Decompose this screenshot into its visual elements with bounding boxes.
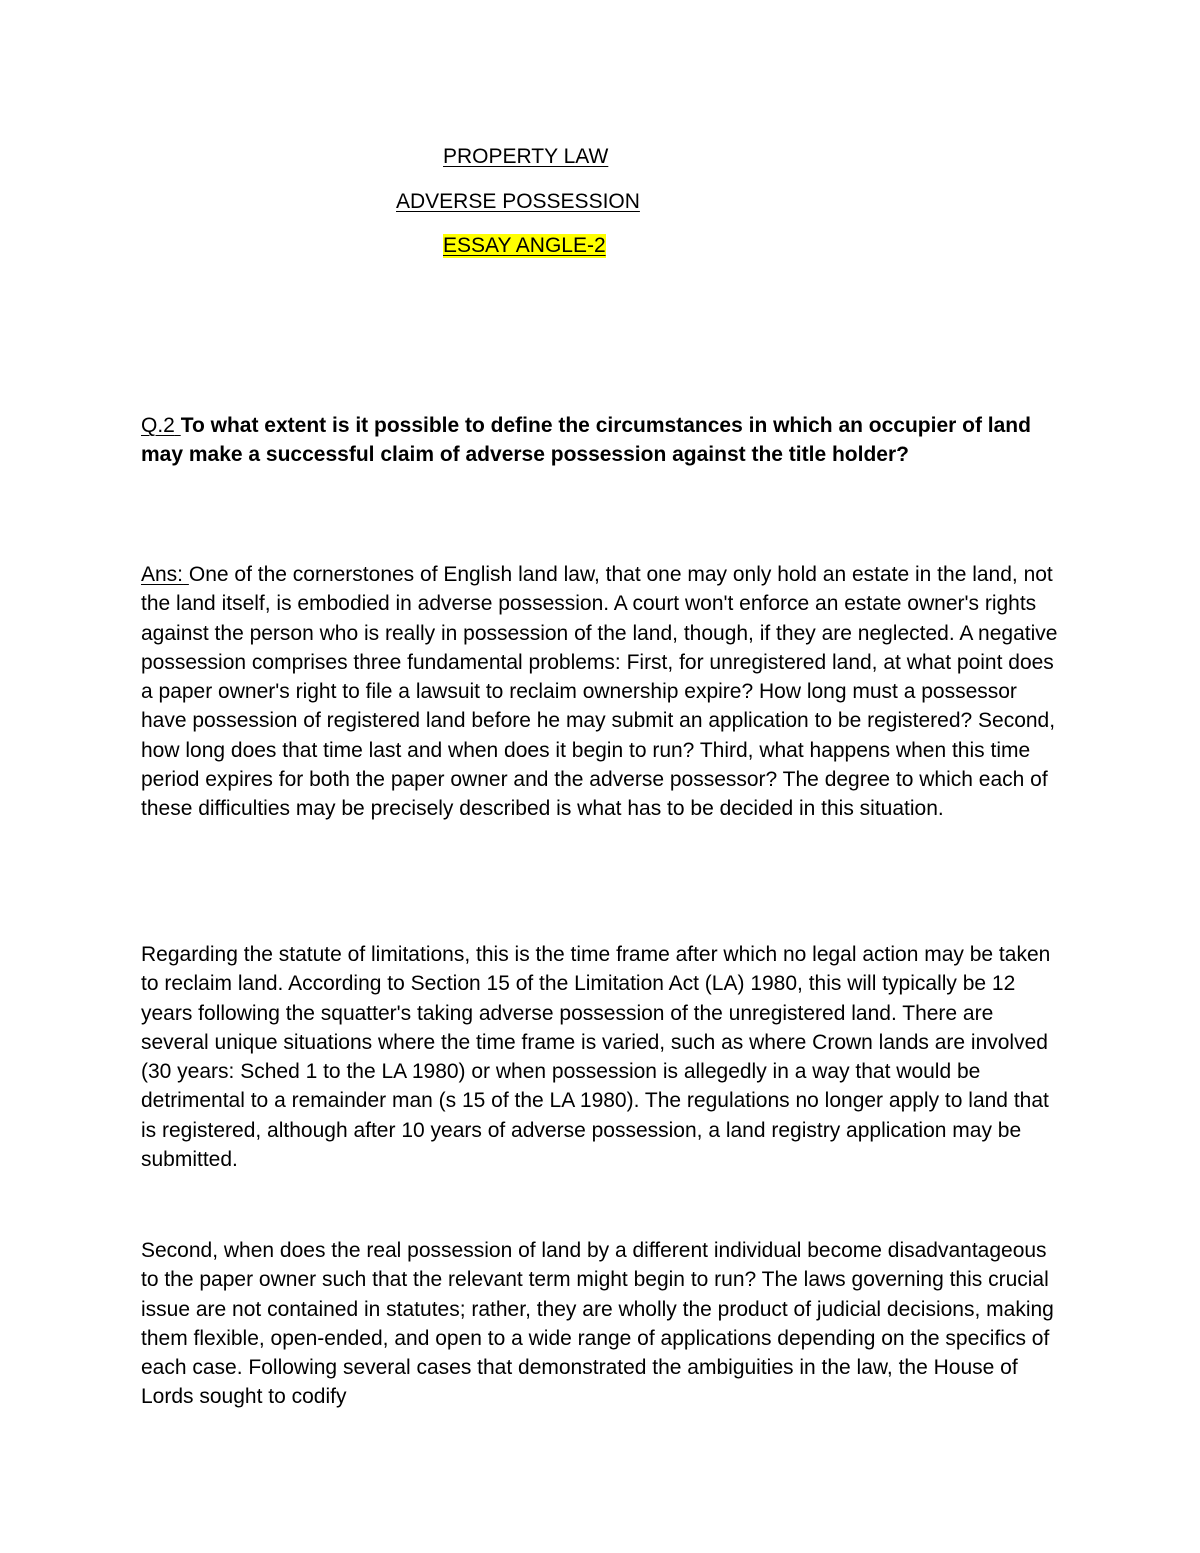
answer-paragraph-1-text: One of the cornerstones of English land law, that one may only hold an estate in the land, not the land itself, is embodied in adverse possession. A court won't enforce an estate owner's rights against the person who is really in possession of the land, though, if they are neglected. A negative possession comprises three fundamental problems: First, for unregistered land, at what point does a paper owner's right to file a lawsuit to reclaim ownership expire? How long must a possessor have possession of registered land before he may submit an application to be registered? Second, how long does that time last and when does it begin to run? Third, what happens when this time period expires for both the paper owner and the adverse possessor? The degree to which each of these difficulties may be precisely described is what has to be decided in this situation. <box>141 563 1058 821</box>
answer-paragraph-1 <box>141 560 1066 824</box>
document-title: PROPERTY LAW <box>443 145 609 168</box>
answer-label: Ans: <box>141 563 184 586</box>
question-label: Q.2 <box>141 414 175 437</box>
essay-label: ESSAY ANGLE-2 <box>443 234 606 257</box>
answer-paragraph-2: Regarding the statute of limitations, this is the time frame after which no legal action may be taken to reclaim land. According to Section 15 of the Limitation Act (LA) 1980, this will typically be 12 years following the squatter's taking adverse possession of the unregistered land. There are several unique situations where the time frame is varied, such as where Crown lands are involved (30 years: Sched 1 to the LA 1980) or when possession is allegedly in a way that would be detrimental to a remainder man (s 15 of the LA 1980). The regulations no longer apply to land that is registered, although after 10 years of adverse possession, a land registry application may be submitted. <box>141 943 1051 1172</box>
question-text: To what extent is it possible to define the circumstances in which an occupier of land may make a successful claim of adverse possession against the title holder? <box>141 414 1031 466</box>
document-subtitle: ADVERSE POSSESSION <box>396 190 640 213</box>
question-block <box>141 412 1066 469</box>
answer-paragraph-3: Second, when does the real possession of land by a different individual become disadvantageous to the paper owner such that the relevant term might begin to run? The laws governing this crucial issue are not contained in statutes; rather, they are wholly the product of judicial decisions, making them flexible, open-ended, and open to a wide range of applications depending on the specifics of each case. Following several cases that demonstrated the ambiguities in the law, the House of Lords sought to codify <box>141 1239 1054 1409</box>
